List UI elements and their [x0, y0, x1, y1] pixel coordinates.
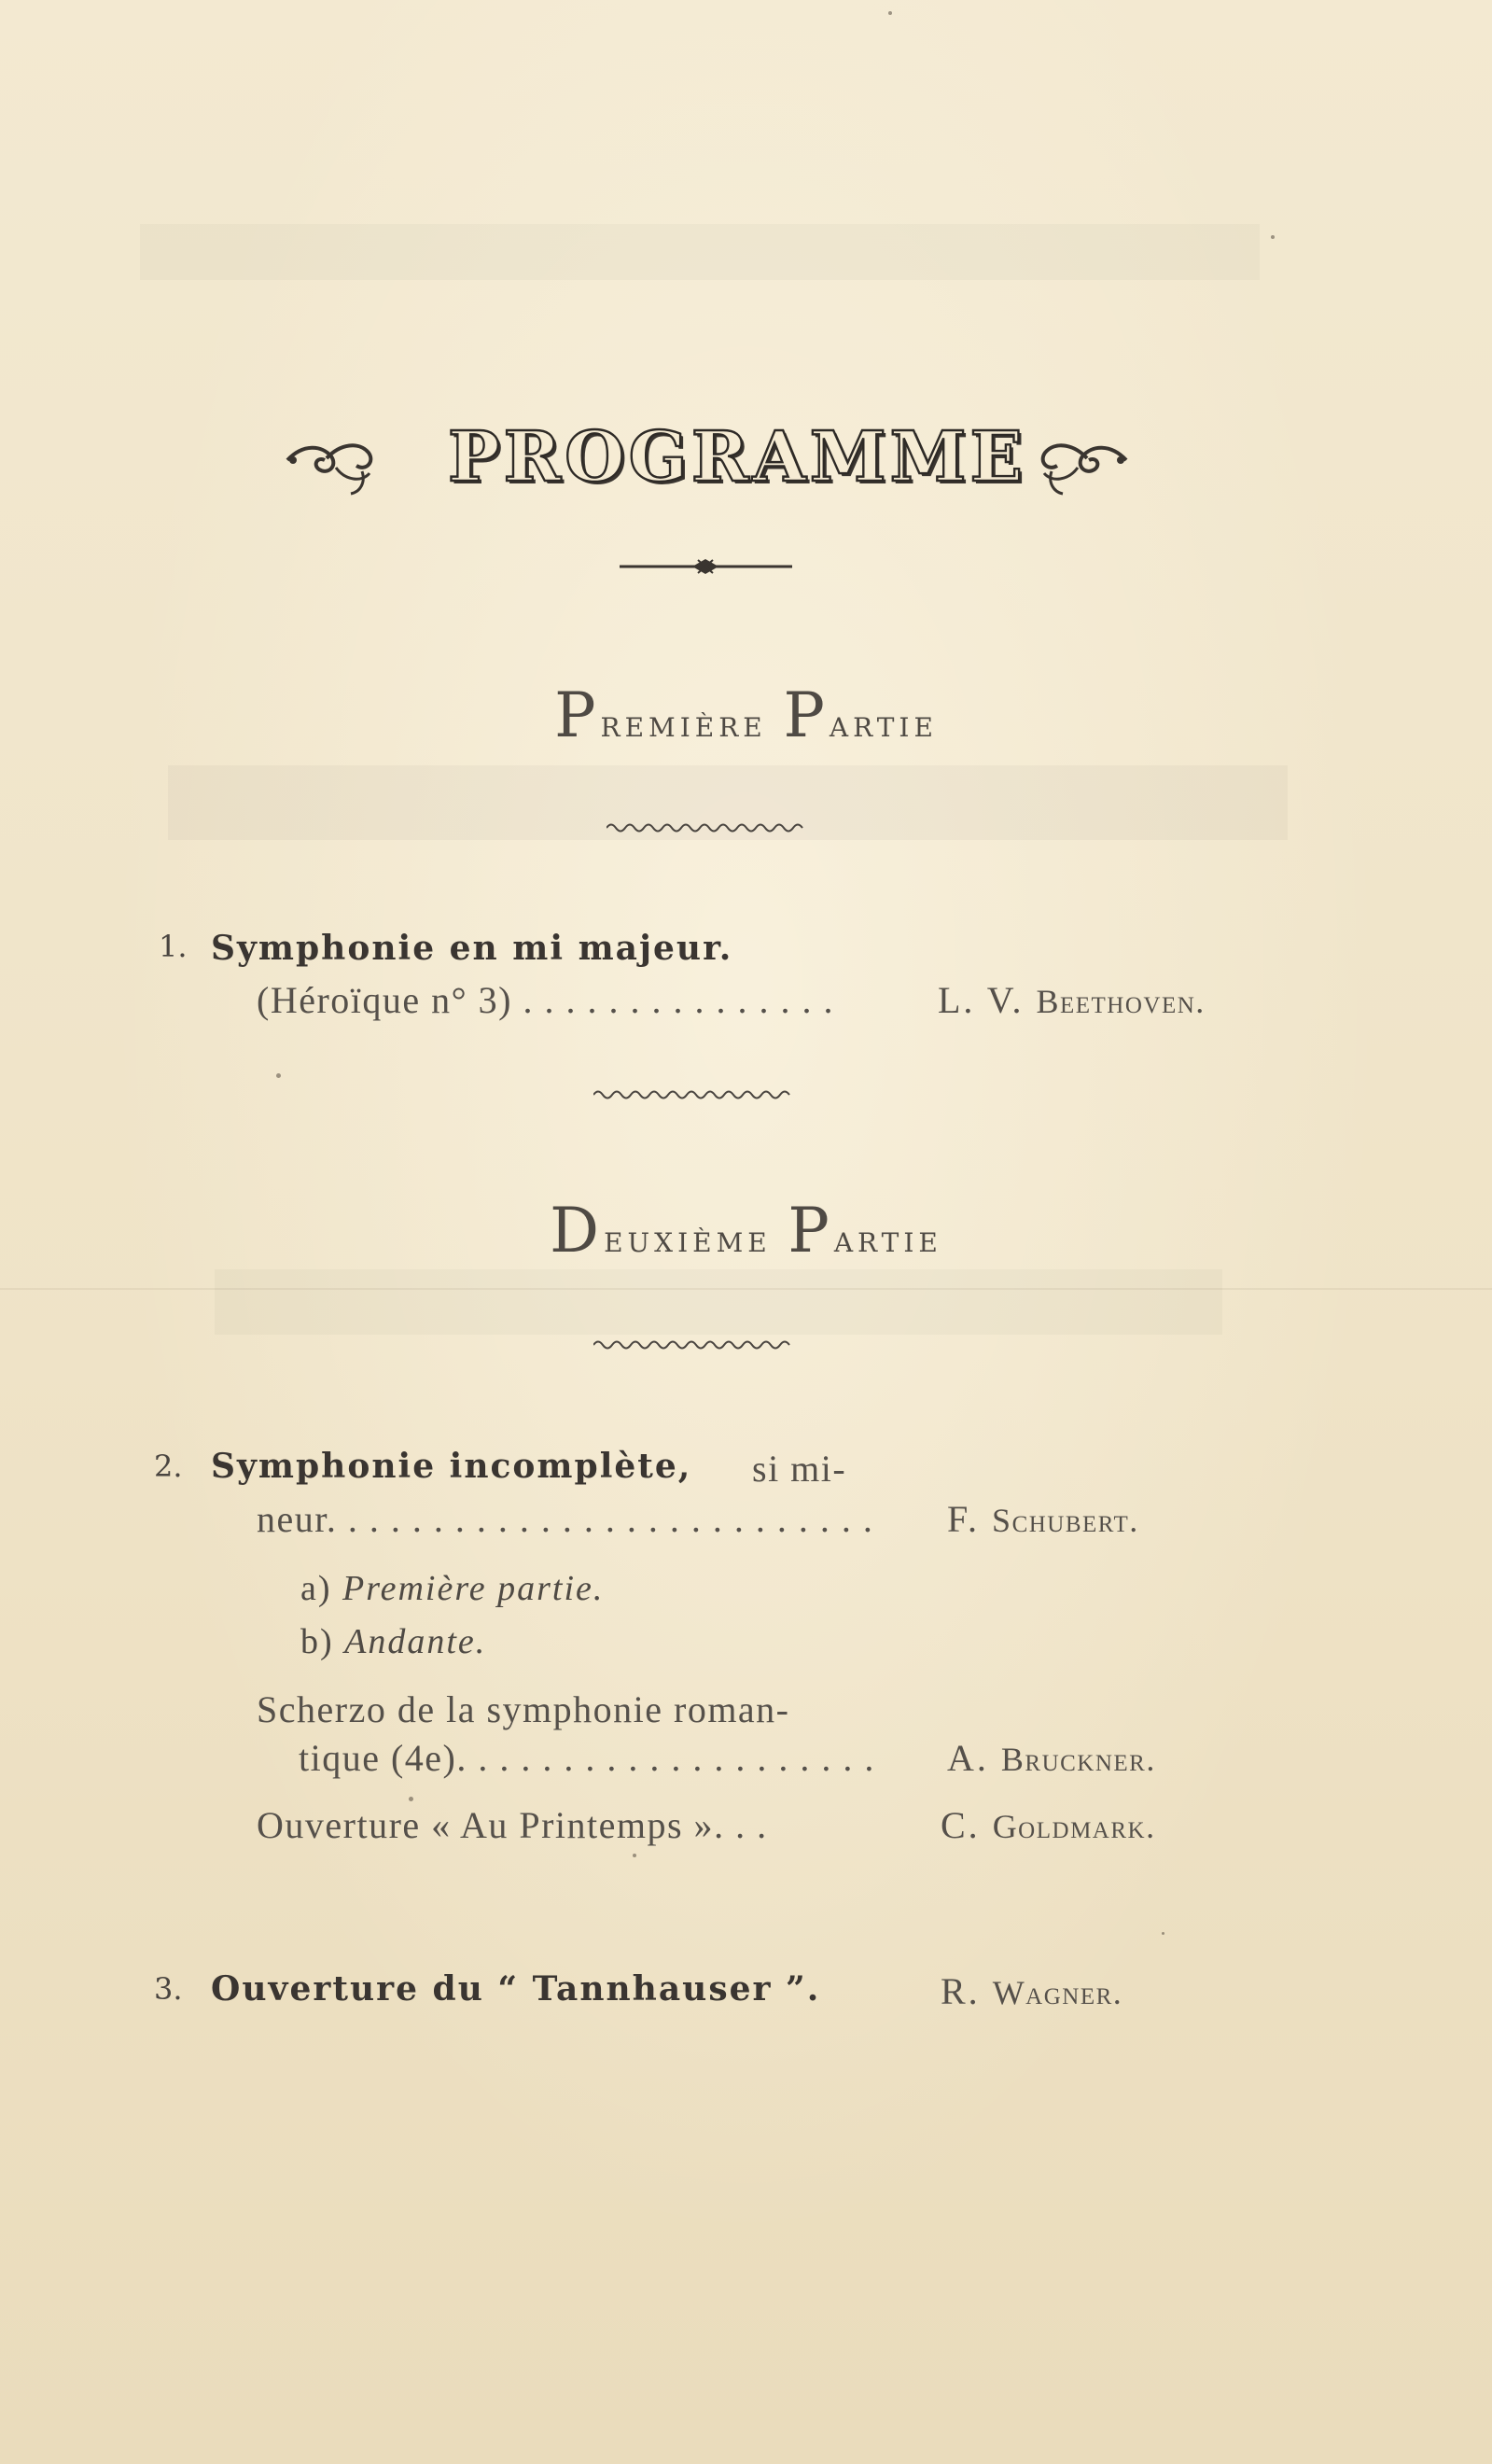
heading-initial: D: [550, 1195, 605, 1267]
wavy-divider: [593, 1337, 794, 1353]
composer-initials: F.: [947, 1498, 993, 1540]
composer: [947, 1736, 1156, 1780]
part-heading-second: [0, 1195, 1492, 1267]
page-title: PROGRAMME: [448, 417, 1026, 497]
movement-letter: a): [300, 1569, 332, 1608]
composer-name: Wagner.: [992, 1974, 1123, 2011]
work-title-continuation: [299, 1736, 875, 1780]
movement-title: Première partie.: [342, 1569, 605, 1608]
title-divider-rule: [620, 549, 792, 584]
composer-name: Bruckner.: [1000, 1741, 1156, 1778]
wavy-divider: [607, 819, 807, 836]
composer-initials: L. V.: [938, 979, 1037, 1021]
composer-initials: A.: [947, 1737, 1001, 1779]
entry-title-continuation: si mi-: [752, 1448, 847, 1490]
leader-dots: . . .: [714, 1804, 768, 1846]
heading-word: remière: [600, 703, 767, 746]
leader-dots: . . . . . . . . . . . . . . . . . . . . . . . . . .: [326, 1498, 874, 1540]
leader-dots: . . . . . . . . . . . . . . .: [511, 979, 834, 1021]
show-through-band: [140, 224, 1260, 280]
paper-speck: [633, 1854, 636, 1857]
movement-item: [300, 1568, 604, 1609]
work-title: Scherzo de la symphonie roman-: [257, 1688, 790, 1730]
entry-subtitle-text: (Héroïque n° 3): [257, 979, 512, 1021]
composer: [941, 1803, 1156, 1847]
entry-number: 1.: [159, 929, 188, 964]
heading-initial: P: [554, 679, 601, 751]
composer-initials: R.: [941, 1970, 993, 2012]
paper-speck: [409, 1797, 413, 1801]
left-flourish-ornament: [280, 425, 383, 499]
work-title: [257, 1803, 768, 1847]
right-flourish-ornament: [1031, 425, 1134, 499]
heading-word: artie: [829, 703, 938, 746]
leader-dots: . . . . . . . . . . . . . . . . . . . .: [456, 1737, 875, 1779]
heading-word: artie: [833, 1218, 942, 1261]
composer-name: Schubert.: [992, 1502, 1139, 1539]
entry-subtitle: [257, 1497, 873, 1541]
composer: [938, 978, 1206, 1022]
part-heading-first: [0, 679, 1492, 751]
entry-subtitle-text: neur: [257, 1498, 327, 1540]
composer-initials: C.: [941, 1804, 993, 1846]
entry-title: Symphonie incomplète,: [211, 1447, 692, 1486]
work-title-text: Ouverture « Au Printemps »: [257, 1804, 715, 1846]
heading-initial: P: [788, 1195, 834, 1267]
movement-title: Andante.: [344, 1622, 487, 1661]
show-through-band: [215, 1269, 1222, 1335]
entry-subtitle: [257, 978, 834, 1022]
heading-initial: P: [783, 679, 830, 751]
movement-item: [300, 1621, 486, 1662]
work-title-text: tique (4e): [299, 1737, 457, 1779]
entry-title: Ouverture du “ Tannhauser ”.: [211, 1969, 821, 2009]
movement-letter: b): [300, 1622, 334, 1661]
paper-speck: [1271, 235, 1275, 239]
entry-number: 2.: [154, 1449, 183, 1484]
entry-number: 3.: [154, 1971, 183, 2007]
heading-word: euxième: [604, 1218, 772, 1261]
wavy-divider: [593, 1086, 794, 1103]
composer: [947, 1497, 1139, 1541]
composer-name: Beethoven.: [1036, 983, 1206, 1020]
paper-speck: [1162, 1932, 1164, 1935]
paper-speck: [888, 11, 892, 15]
paper-fold: [0, 1288, 1492, 1290]
paper-speck: [276, 1073, 281, 1078]
entry-title: Symphonie en mi majeur.: [211, 929, 733, 968]
composer: [941, 1969, 1122, 2013]
composer-name: Goldmark.: [992, 1808, 1156, 1845]
